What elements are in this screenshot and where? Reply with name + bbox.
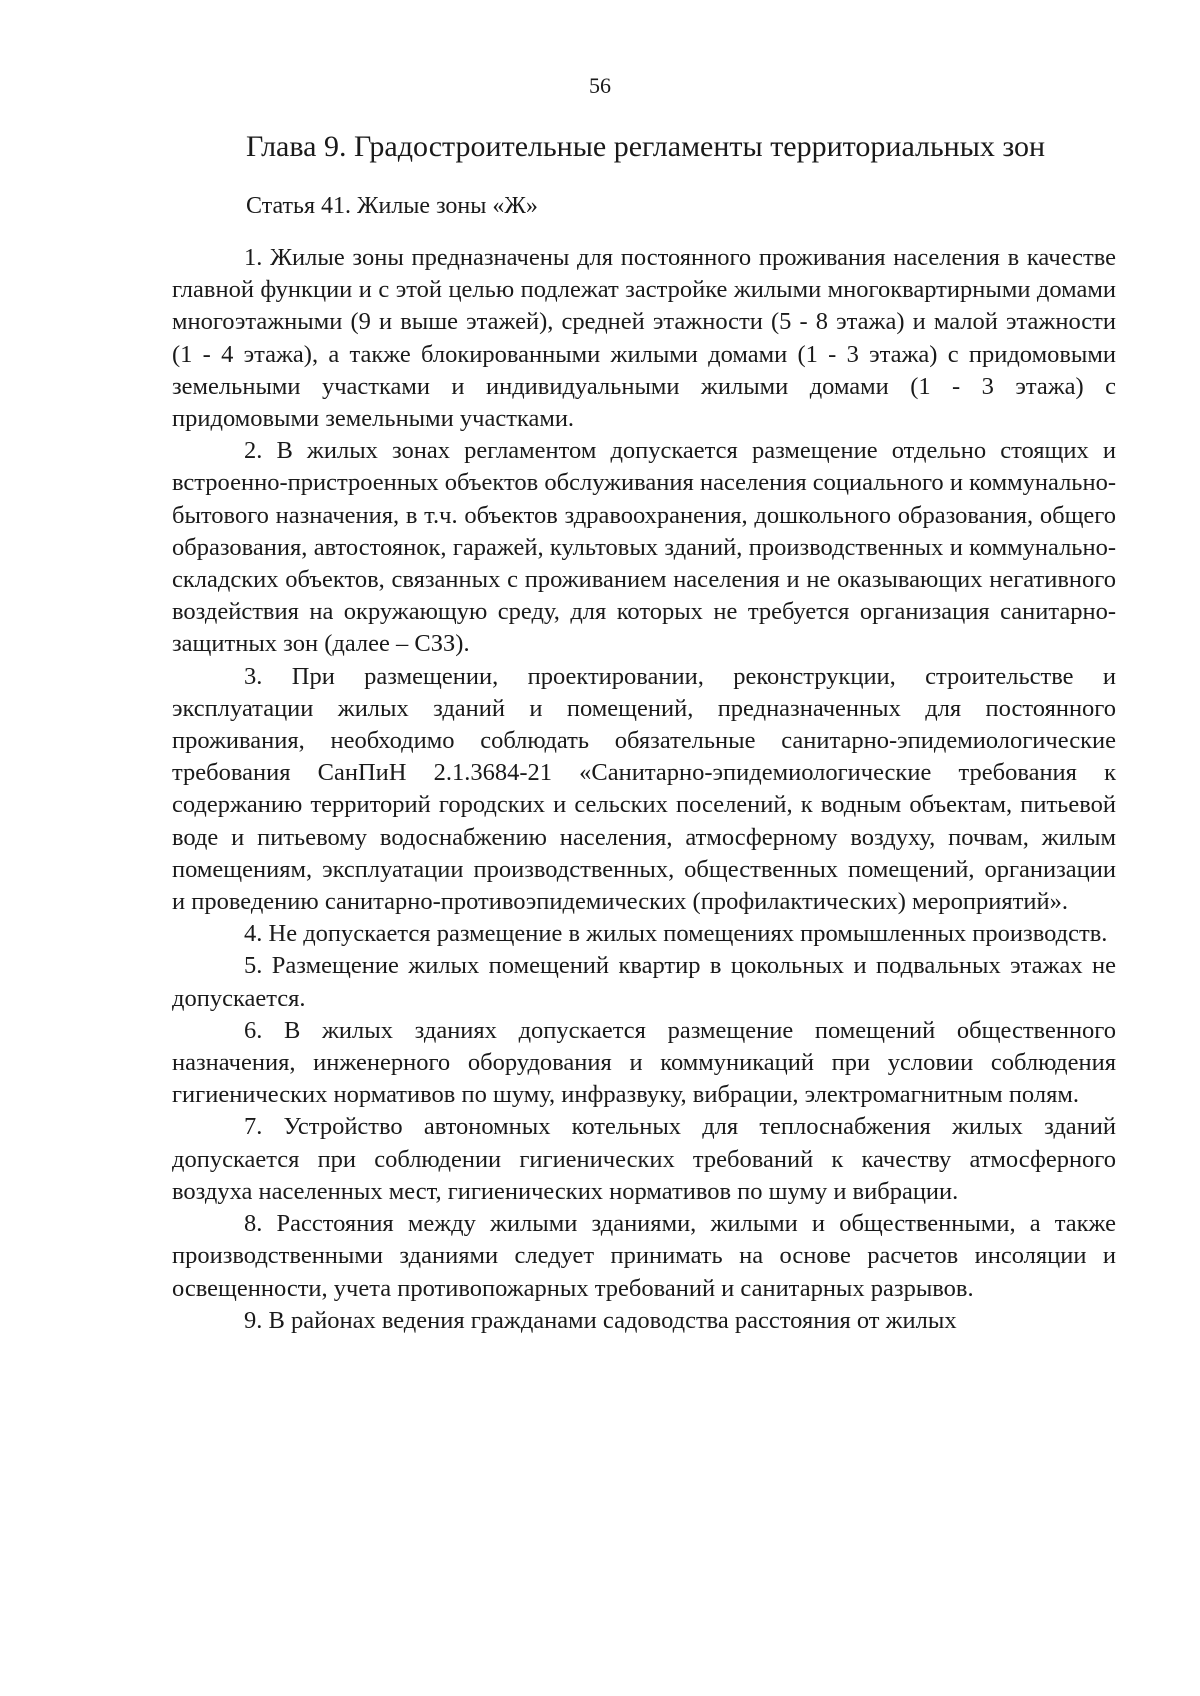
paragraph-3: 3. При размещении, проектировании, реконструкции, строительстве и эксплуатации жилых зданий и помещений, предназначенных для постоянного проживания, необходимо соблюдать обязательные санитарно-эпидемиологические требования СанПиН 2.1.3684-21 «Санитарно-эпидемиологические требования к содержанию территорий городских и сельских поселений, к водным объектам, питьевой воде и питьевому водоснабжению населения, атмосферному воздуху, почвам, жилым помещениям, эксплуатации производственных, общественных помещений, организации и проведению санитарно-противоэпидемических (профилактических) мероприятий». [172, 662, 1116, 916]
chapter-title: Глава 9. Градостроительные регламенты территориальных зон [246, 130, 1046, 163]
article-paragraphs [172, 242, 1116, 1337]
paragraph-7: 7. Устройство автономных котельных для теплоснабжения жилых зданий допускается при соблюдении гигиенических требований к качеству атмосферного воздуха населенных мест, гигиенических нормативов по шуму и вибрации. [172, 1113, 1116, 1205]
paragraph-4: 4. Не допускается размещение в жилых помещениях промышленных производств. [244, 920, 1108, 948]
paragraph-2: 2. В жилых зонах регламентом допускается размещение отдельно стоящих и встроенно-пристроенных объектов обслуживания населения социального и коммунально-бытового назначения, в т.ч. объектов здравоохранения, дошкольного образования, общего образования, автостоянок, гаражей, культовых зданий, производственных и коммунально-складских объектов, связанных с проживанием населения и не оказывающих негативного воздействия на окружающую среду, для которых не требуется организация санитарно-защитных зон (далее – СЗЗ). [172, 437, 1116, 658]
page-number: 56 [589, 73, 611, 98]
paragraph-5: 5. Размещение жилых помещений квартир в цокольных и подвальных этажах не допускается. [172, 952, 1116, 1012]
paragraph-9: 9. В районах ведения гражданами садоводства расстояния от жилых [244, 1306, 957, 1334]
document-body [172, 128, 1116, 1337]
article-title: Статья 41. Жилые зоны «Ж» [246, 193, 538, 219]
paragraph-6: 6. В жилых зданиях допускается размещение помещений общественного назначения, инженерного оборудования и коммуникаций при условии соблюдения гигиенических нормативов по шуму, инфразвуку, вибрации, электромагнитным полям. [172, 1016, 1116, 1109]
paragraph-1: 1. Жилые зоны предназначены для постоянного проживания населения в качестве главной функции и с этой целью подлежат застройке жилыми многоквартирными домами многоэтажными (9 и выше этажей), средней этажности (5 - 8 этажа) и малой этажности (1 - 4 этажа), а также блокированными жилыми домами (1 - 3 этажа) с придомовыми земельными участками и индивидуальными жилыми домами (1 - 3 этажа) с придомовыми земельными участками. [172, 244, 1116, 433]
paragraph-8: 8. Расстояния между жилыми зданиями, жилыми и общественными, а также производственными зданиями следует принимать на основе расчетов инсоляции и освещенности, учета противопожарных требований и санитарных разрывов. [172, 1210, 1116, 1302]
